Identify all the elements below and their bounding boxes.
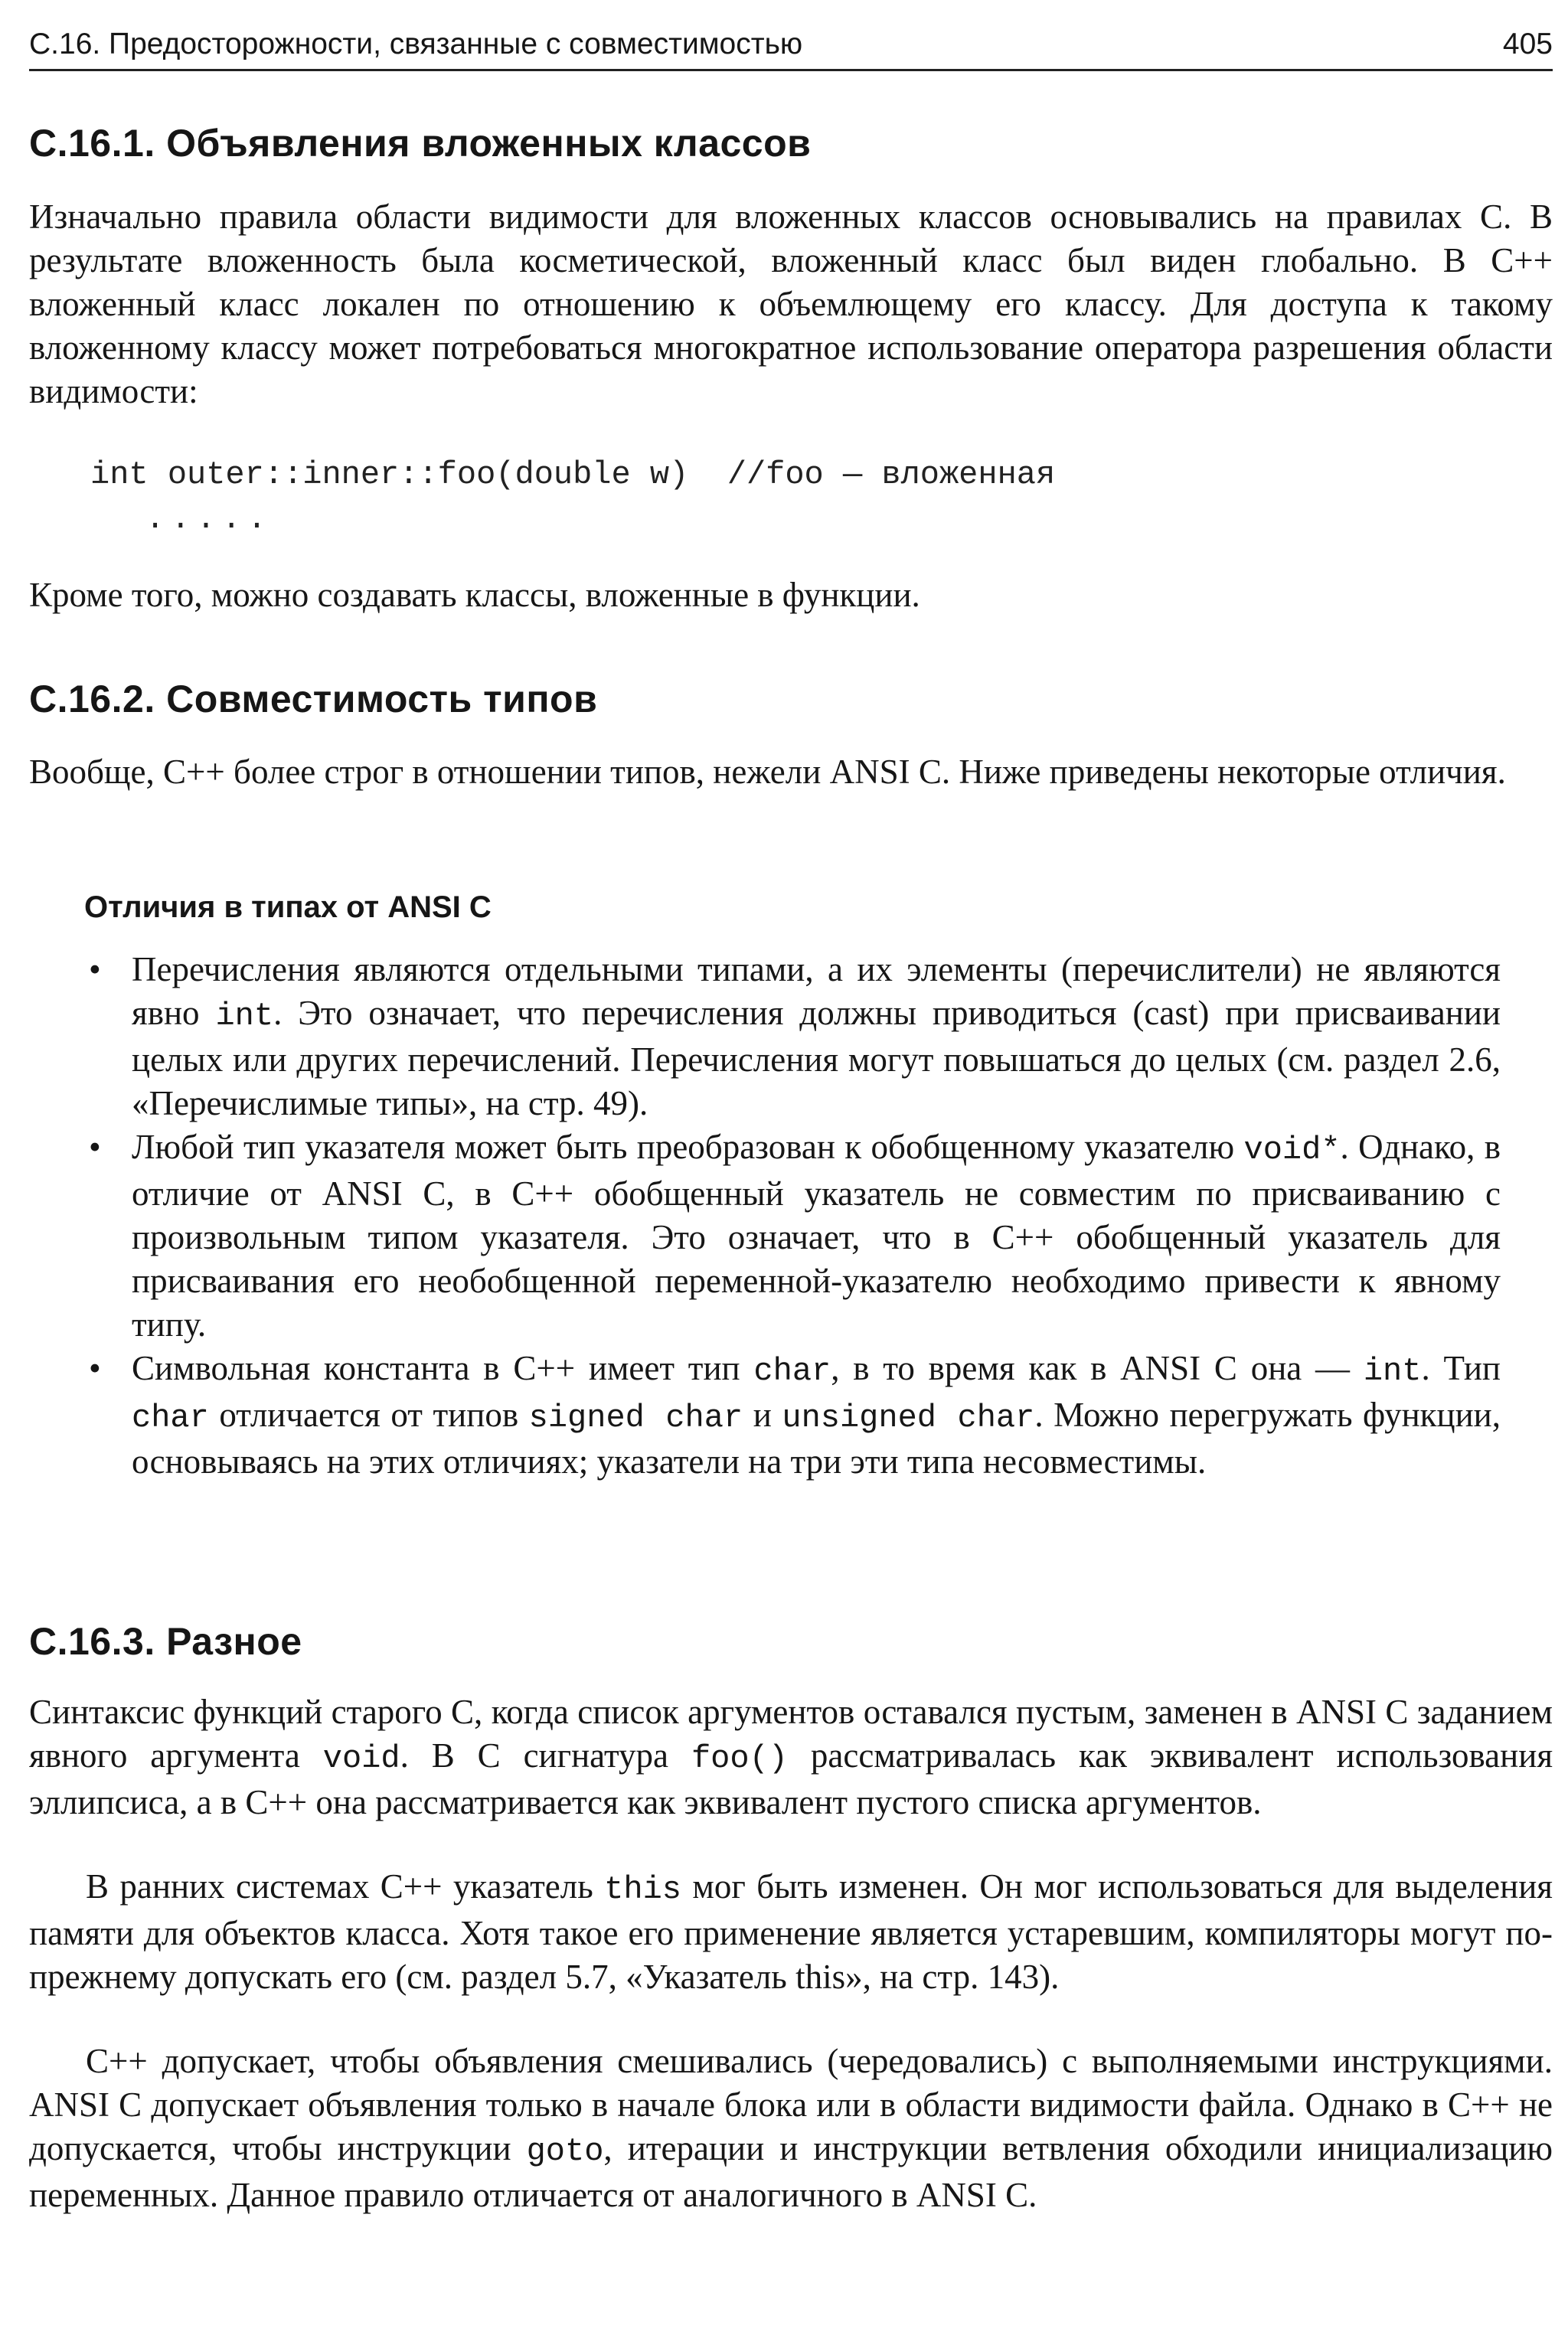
section-heading-miscellaneous: С.16.3. Разное: [29, 1620, 302, 1663]
section-heading-nested-classes: С.16.1. Объявления вложенных классов: [29, 122, 812, 165]
list-item-char-constant: • Символьная константа в С++ имеет тип char, в то время как в ANSI С она — int. Тип char отличается от типов signed char и unsigned char. Можно перегружать функции, основываясь на этих отличиях; указатели на три эти типа несовместимы.: [84, 1347, 1501, 1484]
paragraph-declarations-mixing: С++ допускает, чтобы объявления смешивались (чередовались) с выполняемыми инструкциями. ANSI С допускает объявления только в начале блока или в области видимости файла. Однако в С++ не допускается, чтобы инструкции goto, итерации и инструкции ветвления обходили инициализацию переменных. Данное правило отличается от аналогичного в ANSI С.: [29, 2042, 1553, 2214]
inline-code: foo(): [691, 1740, 788, 1777]
page-number: 405: [1502, 28, 1553, 60]
code-line-ellipsis: .....: [145, 501, 273, 537]
inline-code: goto: [526, 2133, 604, 2170]
inline-code: int: [215, 998, 274, 1034]
inline-code: this: [604, 1871, 681, 1908]
inline-code: signed char: [528, 1400, 743, 1436]
inline-code: void*: [1243, 1132, 1341, 1168]
inline-code: char: [753, 1353, 831, 1390]
inline-code: void: [322, 1740, 400, 1777]
bullet-icon: •: [89, 950, 101, 988]
list-item-enumerations: • Перечисления являются отдельными типами, а их элементы (перечислители) не являются явно int. Это означает, что перечисления должны приводиться (cast) при присваивании целых или других перечислений. Перечисления могут повышаться до целых (см. раздел 2.6, «Перечислимые типы», на стр. 49).: [84, 948, 1501, 1125]
inline-code: int: [1363, 1353, 1422, 1390]
inline-code: unsigned char: [782, 1400, 1035, 1436]
code-line-outer-inner-foo: int outer::inner::foo(double w) //foo — вложенная: [90, 456, 1056, 493]
section-heading-type-compatibility: С.16.2. Совместимость типов: [29, 678, 598, 720]
bullet-icon: •: [89, 1349, 101, 1387]
paragraph-nested-classes-intro: Изначально правила области видимости для вложенных классов основывались на правилах С. В результате вложенность была косметической, вложенный класс был виден глобально. В С++ вложенный класс локален по отношению к объемлющему его классу. Для доступа к такому вложенному классу может потребоваться многократное использование оператора разрешения области видимости:: [29, 198, 1553, 410]
bullet-icon: •: [89, 1128, 101, 1166]
paragraph-type-compatibility-intro: Вообще, С++ более строг в отношении типов, нежели ANSI С. Ниже приведены некоторые отличия.: [29, 753, 1506, 791]
subsection-heading-ansi-differences: Отличия в типах от ANSI С: [84, 890, 492, 924]
paragraph-this-pointer: В ранних системах С++ указатель this мог быть изменен. Он мог использоваться для выделения памяти для объектов класса. Хотя такое его применение является устаревшим, компиляторы могут по-прежнему допускать его (см. раздел 5.7, «Указатель this», на стр. 143).: [29, 1867, 1553, 1996]
paragraph-nested-in-functions: Кроме того, можно создавать классы, вложенные в функции.: [29, 576, 920, 614]
paragraph-old-c-syntax: Синтаксис функций старого С, когда список аргументов оставался пустым, заменен в ANSI С заданием явного аргумента void. В С сигнатура foo() рассматривалась как эквивалент использования эллипсиса, а в С++ она рассматривается как эквивалент пустого списка аргументов.: [29, 1693, 1553, 1821]
ansi-differences-list: [84, 948, 1501, 1484]
running-head-title: С.16. Предосторожности, связанные с совместимостью: [29, 28, 803, 60]
running-head: [29, 23, 1553, 71]
list-item-void-pointer: • Любой тип указателя может быть преобразован к обобщенному указателю void*. Однако, в отличие от ANSI С, в С++ обобщенный указатель не совместим по присваиванию с произвольным типом указателя. Это означает, что в С++ обобщенный указатель для присваивания его необобщенной переменной-указателю необходимо привести к явному типу.: [84, 1125, 1501, 1347]
inline-code: char: [132, 1400, 209, 1436]
